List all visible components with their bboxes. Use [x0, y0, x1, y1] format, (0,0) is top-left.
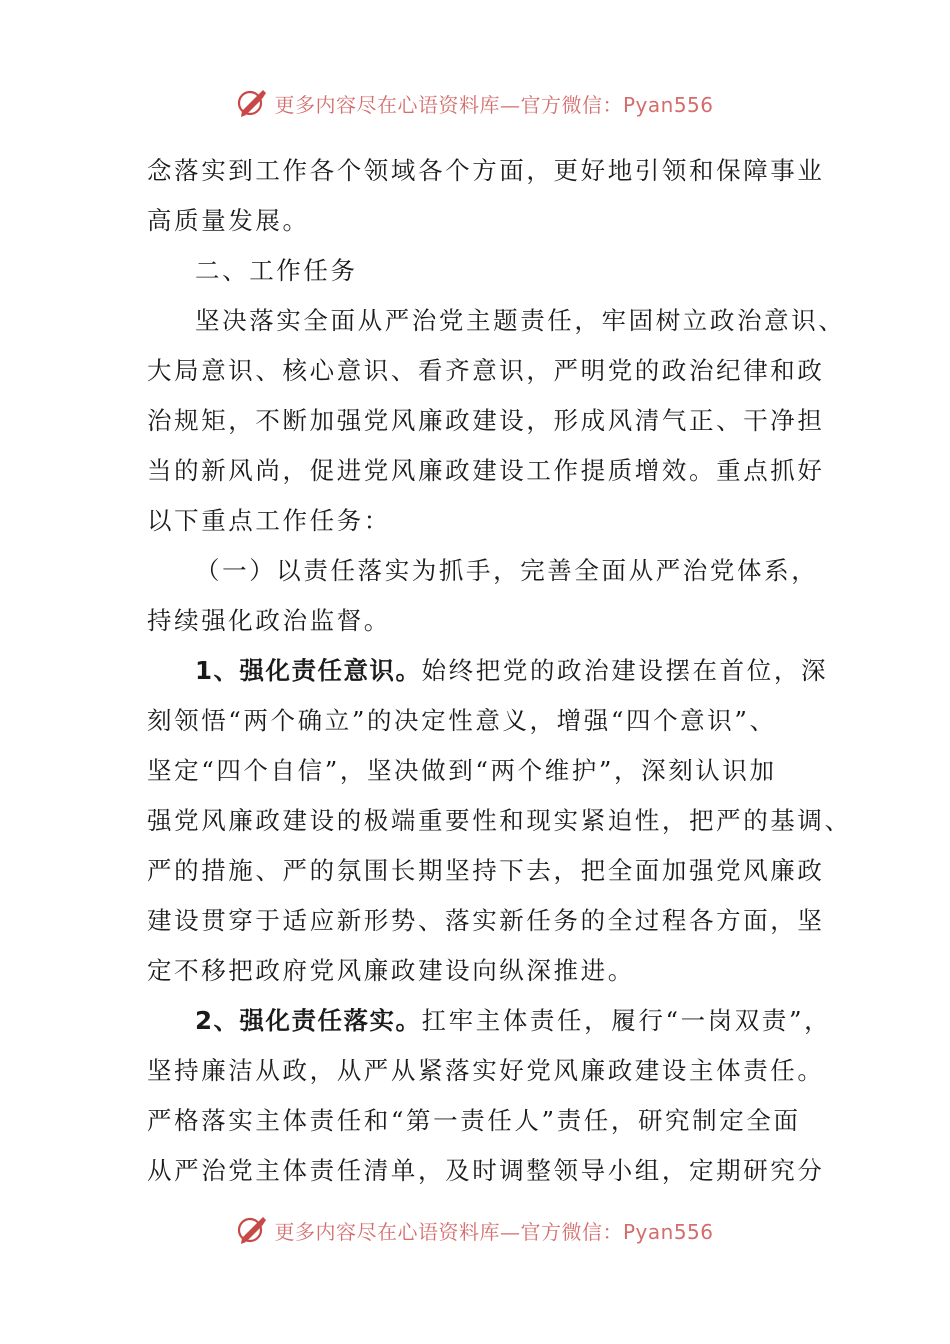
- watermark-text: [274, 1216, 713, 1245]
- watermark-brand: 更多内容尽在心语资料库: [274, 1219, 500, 1244]
- section-heading: 二、工作任务: [195, 256, 358, 285]
- watermark-text: [274, 89, 713, 118]
- item-2-title: 2、强化责任落实。: [195, 1006, 422, 1035]
- watermark-dash: —: [499, 92, 521, 117]
- paragraph-line: 建设贯穿于适应新形势、落实新任务的全过程各方面，坚: [147, 906, 825, 935]
- paragraph-line: 高质量发展。: [147, 206, 310, 235]
- item-1-title: 1、强化责任意识。: [195, 656, 422, 685]
- paragraph-line: 定不移把政府党风廉政建设向纵深推进。: [147, 956, 635, 985]
- paragraph-line: 大局意识、核心意识、看齐意识，严明党的政治纪律和政: [147, 356, 825, 385]
- header-watermark: [0, 83, 950, 123]
- item-2-text: 扛牢主体责任，履行“一岗双责”，: [421, 1006, 832, 1035]
- item-2-first-line: [147, 996, 832, 1046]
- paragraph-line: 从严治党主体责任清单，及时调整领导小组，定期研究分: [147, 1156, 825, 1185]
- watermark-brand: 更多内容尽在心语资料库: [274, 92, 500, 117]
- watermark-dash: —: [499, 1219, 521, 1244]
- sub-heading: 持续强化政治监督。: [147, 606, 391, 635]
- paragraph-line: 刻领悟“两个确立”的决定性意义，增强“四个意识”、: [147, 706, 777, 735]
- watermark-wechat-id: Pyan556: [622, 1219, 714, 1244]
- paragraph-line: 坚决落实全面从严治党主题责任，牢固树立政治意识、: [195, 306, 846, 335]
- watermark-wechat-label: 官方微信：: [520, 1219, 623, 1244]
- paragraph-line: 坚持廉洁从政，从严从紧落实好党风廉政建设主体责任。: [147, 1056, 825, 1085]
- item-1-first-line: [147, 646, 827, 696]
- paragraph-line: 治规矩，不断加强党风廉政建设，形成风清气正、干净担: [147, 406, 825, 435]
- paragraph-line: 当的新风尚，促进党风廉政建设工作提质增效。重点抓好: [147, 456, 825, 485]
- watermark-wechat-id: Pyan556: [622, 92, 714, 117]
- item-1-text: 始终把党的政治建设摆在首位，深: [421, 656, 829, 685]
- paragraph-line: 严的措施、严的氛围长期坚持下去，把全面加强党风廉政: [147, 856, 825, 885]
- watermark-wechat-label: 官方微信：: [520, 92, 623, 117]
- paragraph-line: 坚定“四个自信”，坚决做到“两个维护”，深刻认识加: [147, 756, 777, 785]
- paragraph-line: 念落实到工作各个领域各个方面，更好地引领和保障事业: [147, 156, 825, 185]
- pen-logo-icon: [236, 1214, 268, 1246]
- paragraph-line: 严格落实主体责任和“第一责任人”责任，研究制定全面: [147, 1106, 801, 1135]
- paragraph-line: 强党风廉政建设的极端重要性和现实紧迫性，把严的基调、: [147, 806, 852, 835]
- paragraph-line: 以下重点工作任务：: [147, 506, 391, 535]
- document-body: [147, 146, 852, 1196]
- sub-heading: （一）以责任落实为抓手，完善全面从严治党体系，: [195, 556, 819, 585]
- pen-logo-icon: [236, 87, 268, 119]
- footer-watermark: [0, 1210, 950, 1250]
